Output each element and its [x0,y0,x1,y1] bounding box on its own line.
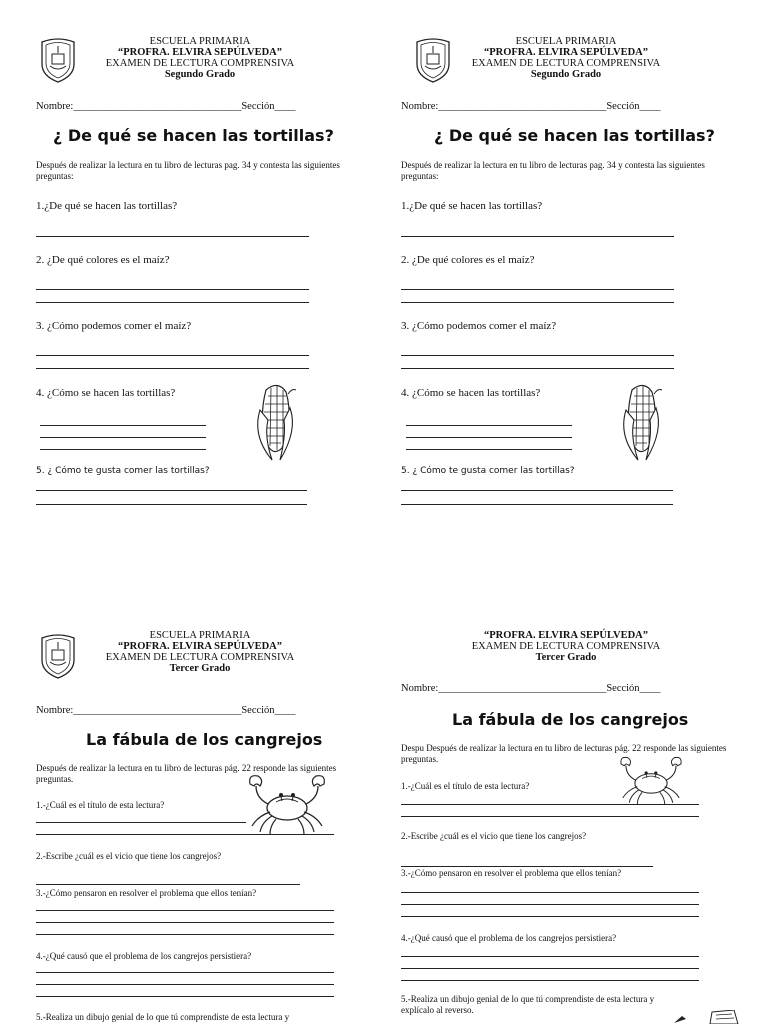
answer-line[interactable] [401,289,674,290]
answer-line[interactable] [406,449,572,450]
exam-name: EXAMEN DE LECTURA COMPRENSIVA [471,641,661,652]
question-1: 1.-¿Cuál es el título de esta lectura? [401,781,530,791]
school-seal-icon [38,36,78,84]
question-3: 3.-¿Cómo pensaron en resolver el problema que ellos tenían? [401,868,622,878]
school-header [88,36,312,80]
school-seal-icon [413,36,453,84]
grade-label: Tercer Grado [535,652,597,663]
school-name: ESCUELA PRIMARIA [149,630,251,641]
question-2: 2.-Escribe ¿cuál es el vicio que tiene los cangrejos? [36,851,222,861]
question-4: 4.-¿Qué causó que el problema de los cangrejos persistiera? [401,933,617,943]
school-header [454,630,678,663]
answer-line[interactable] [401,504,673,505]
answer-line[interactable] [36,934,334,935]
question-3: 3. ¿Cómo podemos comer el maíz? [36,320,192,332]
worksheet-title: ¿ De qué se hacen las tortillas? [434,126,715,145]
answer-line[interactable] [401,866,653,867]
corn-cob-icon [250,380,300,464]
exam-name: EXAMEN DE LECTURA COMPRENSIVA [471,58,661,69]
name-section-field[interactable]: Nombre:________________________________Sección____ [36,705,296,716]
teacher-name: “PROFRA. ELVIRA SEPÚLVEDA” [483,47,649,58]
answer-line[interactable] [401,956,699,957]
answer-line[interactable] [401,968,699,969]
instructions: Después de realizar la lectura en tu libro de lecturas pag. 34 y contesta las siguientes preguntas: [401,160,705,181]
answer-line[interactable] [36,490,307,491]
answer-line[interactable] [36,922,334,923]
teacher-name: “PROFRA. ELVIRA SEPÚLVEDA” [117,47,283,58]
worksheet-title: ¿ De qué se hacen las tortillas? [53,126,334,145]
question-3: 3.-¿Cómo pensaron en resolver el problema que ellos tenían? [36,888,257,898]
answer-line[interactable] [36,302,309,303]
school-header [454,36,678,80]
answer-line[interactable] [36,368,309,369]
question-1: 1.-¿Cuál es el título de esta lectura? [36,800,165,810]
answer-line[interactable] [36,984,334,985]
answer-line[interactable] [36,910,334,911]
answer-line[interactable] [406,425,572,426]
answer-line[interactable] [36,884,300,885]
exam-name: EXAMEN DE LECTURA COMPRENSIVA [105,652,295,663]
answer-line[interactable] [36,504,307,505]
answer-line[interactable] [36,355,309,356]
answer-line[interactable] [401,816,699,817]
answer-line[interactable] [401,980,699,981]
answer-line[interactable] [36,996,334,997]
grade-label: Segundo Grado [530,69,602,80]
question-5: 5.-Realiza un dibujo genial de lo que tú comprendiste de esta lectura y [36,1012,290,1022]
exam-name: EXAMEN DE LECTURA COMPRENSIVA [105,58,295,69]
school-name: ESCUELA PRIMARIA [149,36,251,47]
question-5: 5. ¿ Cómo te gusta comer las tortillas? [36,466,210,476]
crab-icon [246,774,328,836]
worksheet-title: La fábula de los cangrejos [452,710,689,729]
crab-icon [610,756,692,806]
school-name: ESCUELA PRIMARIA [515,36,617,47]
corn-cob-icon [616,380,666,464]
instructions: Despu Después de realizar la lectura en tu libro de lecturas pág. 22 responde las siguientes preguntas. [401,743,727,764]
worksheet-title: La fábula de los cangrejos [86,730,323,749]
question-2: 2.-Escribe ¿cuál es el vicio que tiene los cangrejos? [401,831,587,841]
answer-line[interactable] [36,972,334,973]
grade-label: Segundo Grado [164,69,236,80]
instructions: Después de realizar la lectura en tu libro de lecturas pág. 22 responde las siguientes preguntas. [36,763,337,784]
answer-line[interactable] [401,892,699,893]
question-2: 2. ¿De qué colores es el maíz? [401,254,535,266]
answer-line[interactable] [401,236,674,237]
answer-line[interactable] [401,490,673,491]
question-5: 5.-Realiza un dibujo genial de lo que tú comprendiste de esta lectura y explícalo al reverso. [401,994,655,1015]
pencil-paper-icon [672,1010,740,1024]
answer-line[interactable] [406,437,572,438]
answer-line[interactable] [36,236,309,237]
name-section-field[interactable]: Nombre:________________________________Sección____ [401,101,661,112]
teacher-name: “PROFRA. ELVIRA SEPÚLVEDA” [483,630,649,641]
answer-line[interactable] [401,355,674,356]
answer-line[interactable] [401,368,674,369]
question-4: 4. ¿Cómo se hacen las tortillas? [36,387,176,399]
instructions: Después de realizar la lectura en tu libro de lecturas pag. 34 y contesta las siguientes preguntas: [36,160,340,181]
question-1: 1.¿De qué se hacen las tortillas? [36,200,178,212]
name-section-field[interactable]: Nombre:________________________________Sección____ [401,683,661,694]
school-header [88,630,312,674]
question-5: 5. ¿ Cómo te gusta comer las tortillas? [401,466,575,476]
answer-line[interactable] [36,834,334,835]
grade-label: Tercer Grado [169,663,231,674]
answer-line[interactable] [40,449,206,450]
name-section-field[interactable]: Nombre:________________________________Sección____ [36,101,296,112]
answer-line[interactable] [40,437,206,438]
teacher-name: “PROFRA. ELVIRA SEPÚLVEDA” [117,641,283,652]
question-3: 3. ¿Cómo podemos comer el maíz? [401,320,557,332]
answer-line[interactable] [40,425,206,426]
question-4: 4. ¿Cómo se hacen las tortillas? [401,387,541,399]
question-1: 1.¿De qué se hacen las tortillas? [401,200,543,212]
answer-line[interactable] [401,904,699,905]
school-seal-icon [38,632,78,680]
question-2: 2. ¿De qué colores es el maíz? [36,254,170,266]
answer-line[interactable] [401,916,699,917]
answer-line[interactable] [401,302,674,303]
question-4: 4.-¿Qué causó que el problema de los cangrejos persistiera? [36,951,252,961]
answer-line[interactable] [36,289,309,290]
answer-line[interactable] [401,804,699,805]
answer-line[interactable] [36,822,246,823]
